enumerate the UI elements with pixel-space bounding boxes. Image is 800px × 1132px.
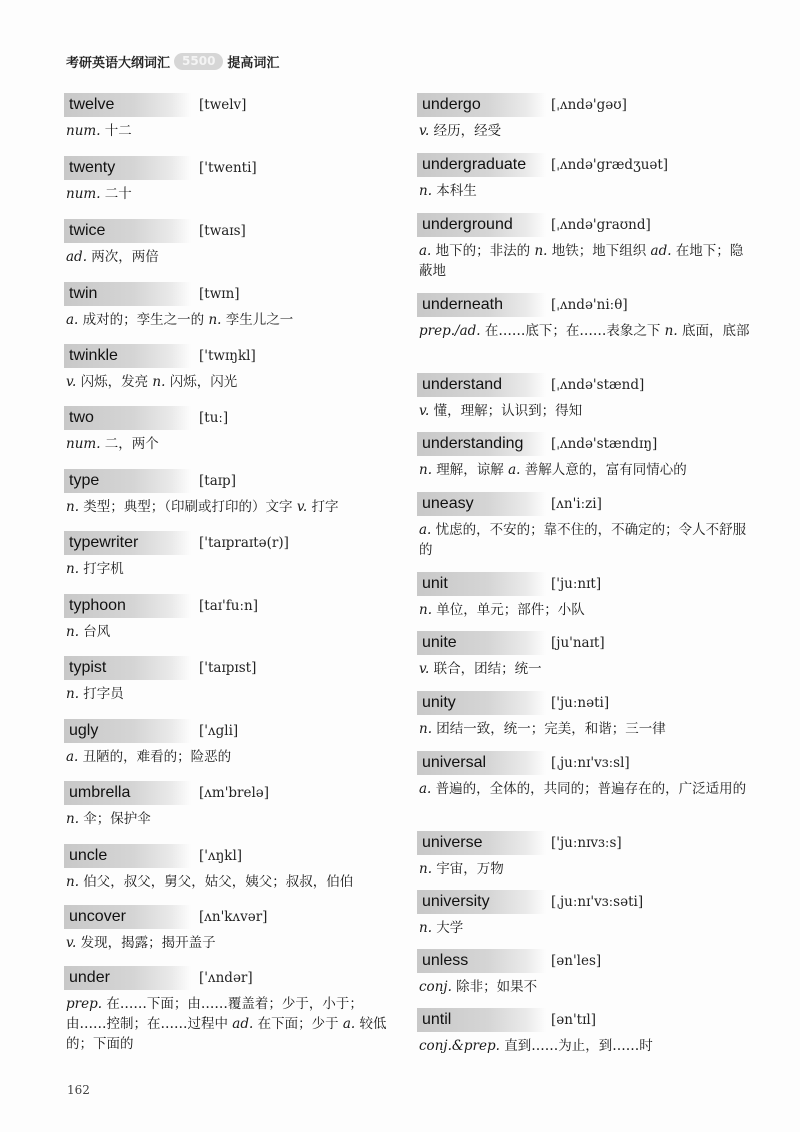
headword: umbrella <box>64 781 191 805</box>
pronunciation: ['taɪpɪst] <box>199 660 257 676</box>
entry-headrow <box>64 93 404 119</box>
pronunciation: [ˌjuːnɪ'vɜːsl] <box>551 755 630 771</box>
part-of-speech: n. <box>66 686 79 702</box>
meaning-text: 打字员 <box>79 686 124 702</box>
definition <box>66 933 400 953</box>
headword: uneasy <box>417 492 546 516</box>
definition <box>419 779 753 799</box>
entry-headrow <box>64 469 404 495</box>
headword: twice <box>64 219 191 243</box>
definition <box>66 622 400 642</box>
meaning-text: 在……下面；由……覆盖着；少于，小于；由……控制；在……过程中 <box>66 996 363 1032</box>
meaning-text: 直到……为止，到……时 <box>499 1038 653 1054</box>
pronunciation: [ʌn'iːzi] <box>551 496 602 512</box>
meaning-text: 成对的；孪生之一的 <box>78 312 209 328</box>
entry-headrow <box>417 691 757 717</box>
meaning-text: 懂，理解；认识到；得知 <box>429 403 583 419</box>
pronunciation: [ˌjuːnɪ'vɜːsəti] <box>551 894 644 910</box>
headword: understand <box>417 373 546 397</box>
definition <box>419 460 753 480</box>
headword: twelve <box>64 93 191 117</box>
headword: uncover <box>64 905 191 929</box>
definition <box>419 321 753 341</box>
pronunciation: ['ʌgli] <box>199 723 239 739</box>
meaning-text: 打字 <box>307 499 339 515</box>
entry-uncle <box>64 844 404 890</box>
pronunciation: ['ʌŋkl] <box>199 848 243 864</box>
part-of-speech: n. <box>66 624 79 640</box>
entry-unite <box>417 631 757 677</box>
entry-university <box>417 890 757 936</box>
pronunciation: [ˌʌndə'grædʒuət] <box>551 157 669 173</box>
entry-headrow <box>64 406 404 432</box>
meaning-text: 普遍的，全体的，共同的；普遍存在的，广泛适用的 <box>431 781 747 797</box>
pronunciation: ['twenti] <box>199 160 257 176</box>
headword: uncle <box>64 844 191 868</box>
part-of-speech: n. <box>419 920 432 936</box>
headword: undergraduate <box>417 153 546 177</box>
entry-two <box>64 406 404 452</box>
meaning-text: 单位，单元；部件；小队 <box>432 602 585 618</box>
entry-headrow <box>64 219 404 245</box>
definition <box>66 372 400 392</box>
meaning-text: 十二 <box>100 123 132 139</box>
headword: typist <box>64 656 191 680</box>
pronunciation: [ʌn'kʌvər] <box>199 909 268 925</box>
headword: twin <box>64 282 191 306</box>
definition <box>419 918 753 938</box>
meaning-text: 经历，经受 <box>429 123 502 139</box>
definition <box>66 310 400 330</box>
definition <box>419 181 753 201</box>
meaning-text: 宇宙，万物 <box>432 861 504 877</box>
entry-umbrella <box>64 781 404 827</box>
pronunciation: ['juːnɪt] <box>551 576 602 592</box>
definition <box>419 401 753 421</box>
meaning-text: 二，两个 <box>100 436 159 452</box>
entry-typhoon <box>64 594 404 640</box>
entry-twinkle <box>64 344 404 390</box>
entry-undergo <box>417 93 757 139</box>
entry-typewriter <box>64 531 404 577</box>
definition <box>419 600 753 620</box>
part-of-speech: n. <box>419 183 432 199</box>
entry-headrow <box>64 594 404 620</box>
part-of-speech: n. <box>419 602 432 618</box>
meaning-text: 底面，底部 <box>677 323 750 339</box>
meaning-text: 伞；保护伞 <box>79 811 151 827</box>
pronunciation: [twelv] <box>199 97 247 113</box>
part-of-speech: prep. <box>66 996 103 1012</box>
part-of-speech: num. <box>66 123 101 139</box>
entry-headrow <box>417 153 757 179</box>
entry-headrow <box>417 949 757 975</box>
part-of-speech: a. <box>508 462 521 478</box>
meaning-text: 两次，两倍 <box>86 249 159 265</box>
entry-understand <box>417 373 757 419</box>
headword: unless <box>417 949 546 973</box>
part-of-speech: n. <box>419 861 432 877</box>
entry-headrow <box>64 156 404 182</box>
part-of-speech: conj.&prep. <box>419 1038 500 1054</box>
part-of-speech: n. <box>66 499 79 515</box>
entry-headrow <box>64 344 404 370</box>
part-of-speech: n. <box>534 243 548 259</box>
definition <box>419 121 753 141</box>
meaning-text: 忧虑的，不安的；靠不住的，不确定的；令人不舒服的 <box>419 522 747 558</box>
part-of-speech: n. <box>66 811 79 827</box>
meaning-text: 二十 <box>100 186 132 202</box>
meaning-text: 闪烁，发亮 <box>76 374 153 390</box>
definition <box>66 809 400 829</box>
entry-twelve <box>64 93 404 139</box>
definition <box>66 559 400 579</box>
headword: understanding <box>417 432 546 456</box>
part-of-speech: prep./ad. <box>419 323 481 339</box>
pronunciation: [ʌm'brelə] <box>199 785 270 801</box>
part-of-speech: v. <box>296 499 308 515</box>
entry-headrow <box>64 282 404 308</box>
pronunciation: [ˌʌndə'stænd] <box>551 377 645 393</box>
meaning-text: 发现，揭露；揭开盖子 <box>76 935 216 951</box>
meaning-text: 在下面；少于 <box>253 1016 343 1032</box>
headword: underground <box>417 213 546 237</box>
page-number: 162 <box>67 1083 90 1097</box>
part-of-speech: n. <box>419 721 432 737</box>
entry-typist <box>64 656 404 702</box>
headword: undergo <box>417 93 546 117</box>
header-title-left: 考研英语大纲词汇 <box>66 56 171 71</box>
pronunciation: [twɪn] <box>199 286 240 302</box>
definition <box>66 747 400 767</box>
part-of-speech: a. <box>419 522 432 538</box>
headword: underneath <box>417 293 546 317</box>
running-header <box>66 52 279 71</box>
part-of-speech: n. <box>664 323 678 339</box>
header-title-right: 提高词汇 <box>227 56 280 71</box>
part-of-speech: n. <box>208 312 222 328</box>
pronunciation: ['taɪpraɪtə(r)] <box>199 535 289 551</box>
part-of-speech: n. <box>419 462 432 478</box>
definition <box>419 977 753 997</box>
entry-headrow <box>417 572 757 598</box>
headword: typewriter <box>64 531 191 555</box>
part-of-speech: n. <box>152 374 166 390</box>
part-of-speech: a. <box>66 312 79 328</box>
entry-twenty <box>64 156 404 202</box>
entry-headrow <box>417 293 757 319</box>
part-of-speech: num. <box>66 436 101 452</box>
part-of-speech: v. <box>419 403 430 419</box>
entry-headrow <box>64 905 404 931</box>
part-of-speech: conj. <box>419 979 452 995</box>
part-of-speech: v. <box>66 374 77 390</box>
part-of-speech: num. <box>66 186 101 202</box>
entry-headrow <box>417 492 757 518</box>
entry-headrow <box>417 831 757 857</box>
pronunciation: [ən'tɪl] <box>551 1012 596 1028</box>
definition <box>419 1036 753 1056</box>
entry-headrow <box>64 531 404 557</box>
pronunciation: ['juːnəti] <box>551 695 610 711</box>
headword: unite <box>417 631 546 655</box>
entry-underneath <box>417 293 757 339</box>
pronunciation: ['ʌndər] <box>199 970 253 986</box>
definition <box>419 719 753 739</box>
definition <box>419 859 753 879</box>
meaning-text: 孪生儿之一 <box>221 312 294 328</box>
definition <box>66 247 400 267</box>
definition <box>66 184 400 204</box>
meaning-text: 丑陋的，难看的；险恶的 <box>78 749 232 765</box>
pronunciation: [ˌʌndə'gəʊ] <box>551 97 627 113</box>
meaning-text: 类型；典型；（印刷或打印的）文字 <box>79 499 297 515</box>
entry-headrow <box>417 432 757 458</box>
entry-headrow <box>417 890 757 916</box>
meaning-text: 理解，谅解 <box>432 462 509 478</box>
headword: university <box>417 890 546 914</box>
pronunciation: [tuː] <box>199 410 229 426</box>
pronunciation: [taɪp] <box>199 473 236 489</box>
entry-headrow <box>417 1008 757 1034</box>
meaning-text: 本科生 <box>432 183 477 199</box>
definition <box>66 497 400 517</box>
headword: type <box>64 469 191 493</box>
headword: universal <box>417 751 546 775</box>
definition <box>66 121 400 141</box>
entry-headrow <box>64 844 404 870</box>
meaning-text: 在……底下；在……表象之下 <box>480 323 665 339</box>
entry-type <box>64 469 404 515</box>
headword: twinkle <box>64 344 191 368</box>
entry-under <box>64 966 404 1052</box>
entry-headrow <box>64 719 404 745</box>
headword: under <box>64 966 191 990</box>
part-of-speech: ad. <box>650 243 672 259</box>
definition <box>419 241 753 281</box>
entry-headrow <box>417 751 757 777</box>
meaning-text: 联合，团结；统一 <box>429 661 542 677</box>
pronunciation: ['juːnɪvɜːs] <box>551 835 622 851</box>
entry-unit <box>417 572 757 618</box>
entry-understanding <box>417 432 757 478</box>
pronunciation: [ˌʌndə'stændɪŋ] <box>551 436 658 452</box>
entry-twin <box>64 282 404 328</box>
headword: typhoon <box>64 594 191 618</box>
headword: unit <box>417 572 546 596</box>
entry-until <box>417 1008 757 1054</box>
entry-universal <box>417 751 757 797</box>
meaning-text: 地铁；地下组织 <box>547 243 651 259</box>
meaning-text: 大学 <box>432 920 464 936</box>
entry-underground <box>417 213 757 279</box>
pronunciation: [ən'les] <box>551 953 602 969</box>
meaning-text: 团结一致，统一；完美，和谐；三一律 <box>432 721 666 737</box>
part-of-speech: v. <box>419 661 430 677</box>
part-of-speech: a. <box>419 243 432 259</box>
meaning-text: 善解人意的，富有同情心的 <box>520 462 687 478</box>
entry-unless <box>417 949 757 995</box>
definition <box>66 994 400 1054</box>
headword: unity <box>417 691 546 715</box>
definition <box>66 684 400 704</box>
meaning-text: 伯父，叔父，舅父，姑父，姨父；叔叔，伯伯 <box>79 874 354 890</box>
entry-uncover <box>64 905 404 951</box>
headword: ugly <box>64 719 191 743</box>
part-of-speech: v. <box>66 935 77 951</box>
meaning-text: 地下的；非法的 <box>431 243 535 259</box>
definition <box>66 872 400 892</box>
pronunciation: [twaɪs] <box>199 223 246 239</box>
part-of-speech: a. <box>66 749 79 765</box>
meaning-text: 闪烁，闪光 <box>165 374 238 390</box>
part-of-speech: n. <box>66 874 79 890</box>
pronunciation: [ˌʌndə'niːθ] <box>551 297 628 313</box>
entry-headrow <box>64 966 404 992</box>
meaning-text: 在地下；隐蔽地 <box>419 243 744 279</box>
pronunciation: ['twɪŋkl] <box>199 348 256 364</box>
headword: twenty <box>64 156 191 180</box>
part-of-speech: a. <box>342 1016 356 1032</box>
part-of-speech: v. <box>419 123 430 139</box>
pronunciation: [ˌʌndə'graʊnd] <box>551 217 651 233</box>
entry-headrow <box>417 93 757 119</box>
part-of-speech: a. <box>419 781 432 797</box>
entry-headrow <box>417 213 757 239</box>
headword: until <box>417 1008 546 1032</box>
entry-headrow <box>64 656 404 682</box>
entry-ugly <box>64 719 404 765</box>
meaning-text: 较低的；下面的 <box>66 1016 387 1052</box>
pronunciation: [taɪ'fuːn] <box>199 598 258 614</box>
meaning-text: 打字机 <box>79 561 124 577</box>
part-of-speech: ad. <box>66 249 87 265</box>
part-of-speech: ad. <box>232 1016 254 1032</box>
headword: universe <box>417 831 546 855</box>
entry-universe <box>417 831 757 877</box>
meaning-text: 除非；如果不 <box>451 979 538 995</box>
level-badge: 5500 <box>174 53 223 70</box>
entry-headrow <box>417 631 757 657</box>
entry-unity <box>417 691 757 737</box>
entry-undergraduate <box>417 153 757 199</box>
definition <box>419 520 753 560</box>
meaning-text: 台风 <box>79 624 111 640</box>
entry-uneasy <box>417 492 757 558</box>
headword: two <box>64 406 191 430</box>
definition <box>419 659 753 679</box>
entry-headrow <box>64 781 404 807</box>
definition <box>66 434 400 454</box>
pronunciation: [ju'naɪt] <box>551 635 605 651</box>
entry-headrow <box>417 373 757 399</box>
entry-twice <box>64 219 404 265</box>
part-of-speech: n. <box>66 561 79 577</box>
